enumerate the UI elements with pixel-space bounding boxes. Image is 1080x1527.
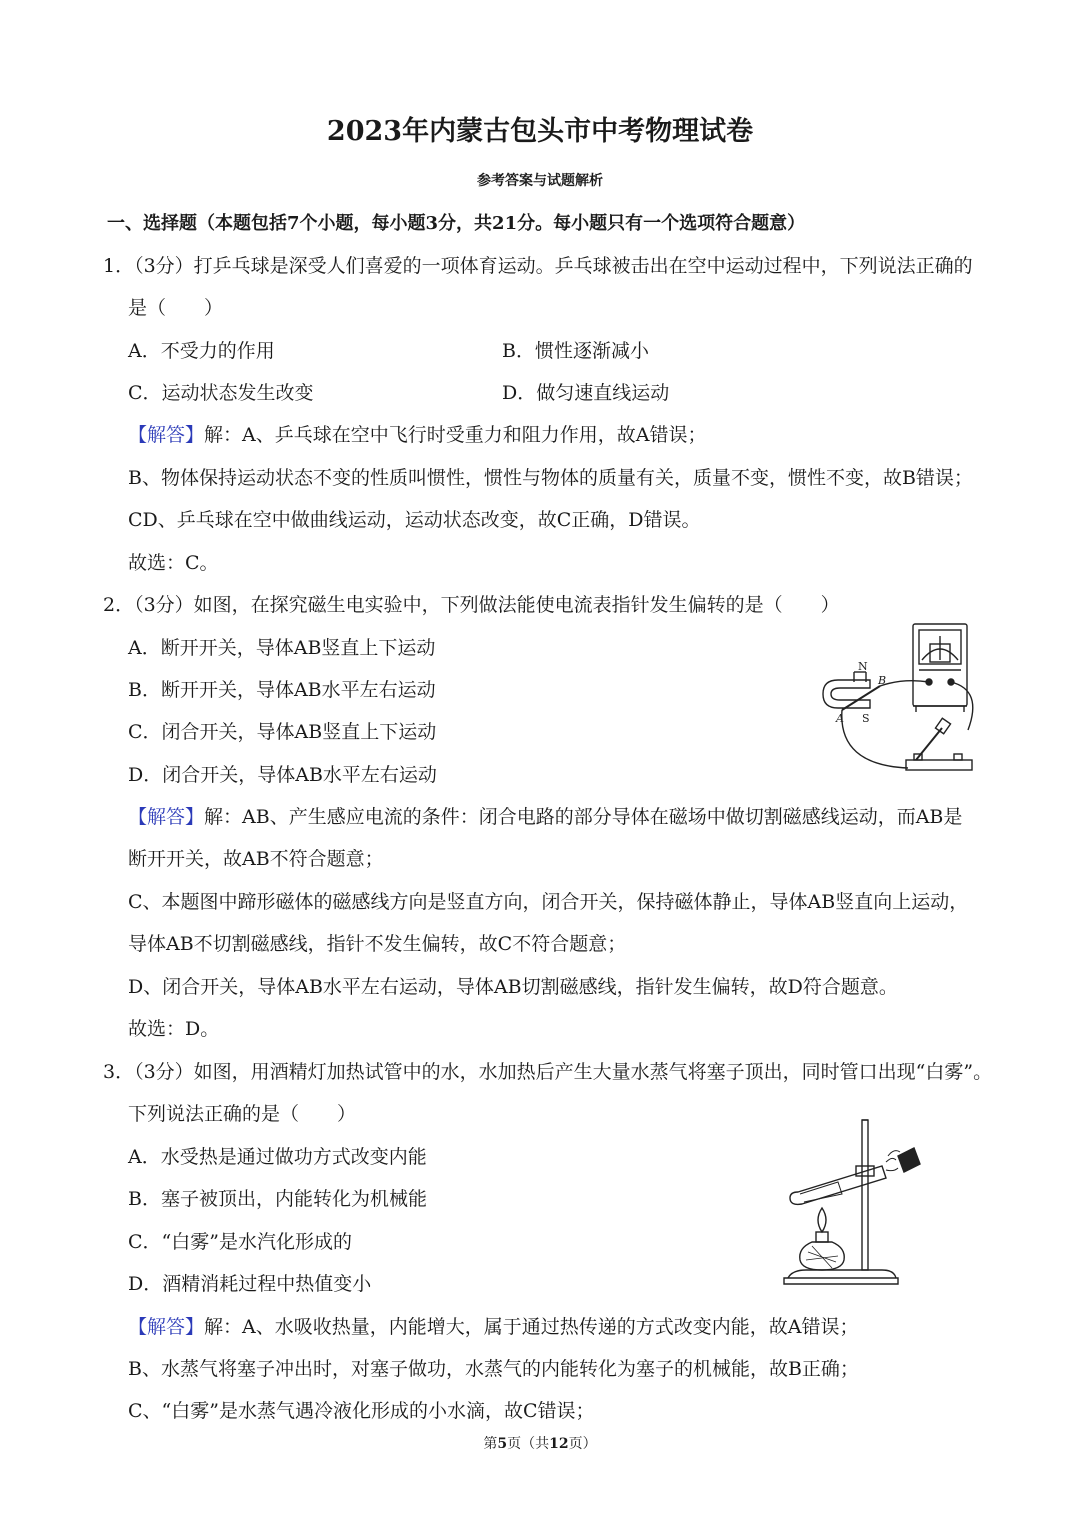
q3-answer-line-3: C、“白雾”是水蒸气遇冷液化形成的小水滴，故C错误； — [128, 1400, 595, 1422]
answer-tag: 【解答】 — [128, 806, 205, 828]
q2-option-b: B．断开开关，导体AB水平左右运动 — [128, 679, 436, 701]
test-tube-heating-figure — [778, 1112, 938, 1288]
stand-base-icon — [784, 1278, 898, 1284]
q2-stem-line-1: 2．（3分）如图，在探究磁生电实验中，下列做法能使电流表指针发生偏转的是（ ） — [103, 594, 840, 616]
q1-option-c: C．运动状态发生改变 — [128, 382, 314, 404]
q2-answer-line-5: D、闭合开关，导体AB水平左右运动，导体AB切割磁感线，指针发生偏转，故D符合题意。 — [128, 976, 898, 998]
switch-icon — [906, 760, 972, 770]
q1-option-a: A．不受力的作用 — [128, 340, 275, 362]
q2-option-d: D．闭合开关，导体AB水平左右运动 — [128, 764, 437, 786]
q2-answer-line-2: 断开开关，故AB不符合题意； — [128, 848, 384, 870]
q1-stem-line-2: 是（ ） — [128, 297, 224, 319]
q1-answer-line-3: CD、乒乓球在空中做曲线运动，运动状态改变，故C正确，D错误。 — [128, 509, 701, 531]
footer-prefix: 第 — [483, 1436, 498, 1452]
conductor-ab-icon — [842, 686, 880, 710]
q1-answer-line-2: B、物体保持运动状态不变的性质叫惯性，惯性与物体的质量有关，质量不变，惯性不变，故B错误； — [128, 467, 973, 489]
q2-answer-text: 解：AB、产生感应电流的条件：闭合电路的部分导体在磁场中做切割磁感线运动，而AB是 — [204, 806, 963, 828]
q1-option-d: D．做匀速直线运动 — [502, 382, 670, 404]
q2-answer-line-3: C、本题图中蹄形磁体的磁感线方向是竖直方向，闭合开关，保持磁体静止，导体AB竖直向上运动， — [128, 891, 969, 913]
q3-option-d: D．酒精消耗过程中热值变小 — [128, 1273, 372, 1295]
q3-answer-text: 解：A、水吸收热量，内能增大，属于通过热传递的方式改变内能，故A错误； — [204, 1316, 859, 1338]
footer-page-number: 5 — [497, 1436, 508, 1452]
horseshoe-magnet-icon — [823, 680, 870, 708]
test-tube-icon — [790, 1166, 886, 1204]
answer-tag: 【解答】 — [128, 424, 205, 446]
section-heading: 一、选择题（本题包括7个小题，每小题3分，共21分。每小题只有一个选项符合题意） — [107, 213, 806, 234]
footer-middle: 页（共 — [507, 1436, 550, 1452]
label-a: A — [836, 712, 844, 725]
q3-answer-line-2: B、水蒸气将塞子冲出时，对塞子做功，水蒸气的内能转化为塞子的机械能，故B正确； — [128, 1358, 859, 1380]
answer-tag: 【解答】 — [128, 1316, 205, 1338]
q1-answer-text: 解：A、乒乓球在空中飞行时受重力和阻力作用，故A错误； — [204, 424, 707, 446]
q3-option-a: A．水受热是通过做功方式改变内能 — [128, 1146, 427, 1168]
q3-option-b: B．塞子被顶出，内能转化为机械能 — [128, 1188, 427, 1210]
footer-total-pages: 12 — [549, 1436, 569, 1452]
flame-icon — [818, 1208, 826, 1232]
label-b: B — [878, 674, 887, 687]
q3-stem-line-1: 3．（3分）如图，用酒精灯加热试管中的水，水加热后产生大量水蒸气将塞子顶出，同时管口出现“白雾”。 — [103, 1061, 993, 1083]
induction-experiment-figure — [818, 620, 988, 780]
q1-option-b: B．惯性逐渐减小 — [502, 340, 649, 362]
q2-answer-line-1 — [128, 805, 962, 829]
q3-option-c: C．“白雾”是水汽化形成的 — [128, 1231, 352, 1253]
q2-option-c: C．闭合开关，导体AB竖直上下运动 — [128, 721, 437, 743]
q1-stem-line-1: 1．（3分）打乒乓球是深受人们喜爱的一项体育运动。乒乓球被击出在空中运动过程中，下列说法正确的 — [103, 255, 973, 277]
stopper-icon — [898, 1148, 920, 1172]
page-title: 2023年内蒙古包头市中考物理试卷 — [326, 116, 754, 147]
label-s: S — [862, 712, 870, 725]
stand-rod-icon — [862, 1120, 868, 1270]
q2-answer-line-6: 故选：D。 — [128, 1018, 220, 1040]
page-footer — [0, 1434, 1080, 1454]
q3-stem-line-2: 下列说法正确的是（ ） — [128, 1103, 357, 1125]
q2-option-a: A．断开开关，导体AB竖直上下运动 — [128, 637, 436, 659]
q2-answer-line-4: 导体AB不切割磁感线，指针不发生偏转，故C不符合题意； — [128, 933, 627, 955]
footer-suffix: 页） — [568, 1436, 597, 1452]
q1-answer-line-4: 故选：C。 — [128, 552, 219, 574]
label-n: N — [858, 660, 868, 673]
page-subtitle: 参考答案与试题解析 — [477, 173, 603, 189]
q3-answer-line-1 — [128, 1315, 858, 1339]
q1-answer-line-1 — [128, 423, 706, 447]
